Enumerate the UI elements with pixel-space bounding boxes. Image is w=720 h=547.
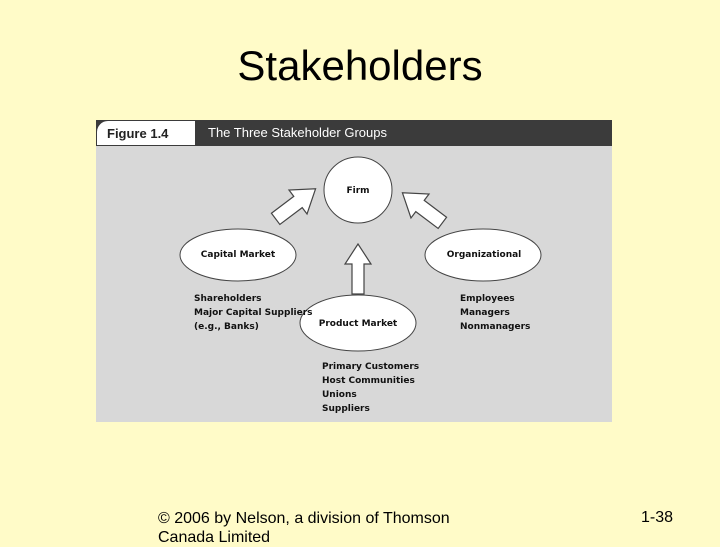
arrow-organizational-to-firm: [393, 181, 451, 235]
arrow-product-to-firm: [345, 244, 371, 294]
firm-label: Firm: [346, 186, 370, 196]
list-item: Nonmanagers: [460, 322, 531, 332]
organizational-label: Organizational: [446, 250, 522, 260]
list-item: Host Communities: [322, 376, 415, 386]
list-item: (e.g., Banks): [194, 322, 259, 332]
slide-number: 1-38: [641, 509, 674, 526]
capital-market-list: [194, 292, 313, 334]
list-item: Primary Customers: [322, 362, 420, 372]
figure-number: Figure 1.4: [107, 126, 169, 141]
arrow-capital-to-firm: [267, 177, 325, 231]
copyright-footer: © 2006 by Nelson, a division of Thomson Canada Limited: [158, 510, 450, 546]
product-market-label: Product Market: [318, 319, 398, 329]
slide-title: Stakeholders: [237, 42, 483, 89]
list-item: Unions: [322, 390, 357, 400]
stakeholder-figure: [96, 120, 612, 422]
list-item: Employees: [460, 294, 515, 304]
list-item: Shareholders: [194, 294, 262, 304]
list-item: Managers: [460, 308, 510, 318]
figure-caption: The Three Stakeholder Groups: [208, 125, 387, 140]
product-market-list: [322, 360, 419, 416]
organizational-list: [460, 292, 530, 334]
list-item: Suppliers: [322, 404, 370, 414]
list-item: Major Capital Suppliers: [194, 308, 313, 318]
capital-market-label: Capital Market: [200, 250, 276, 260]
